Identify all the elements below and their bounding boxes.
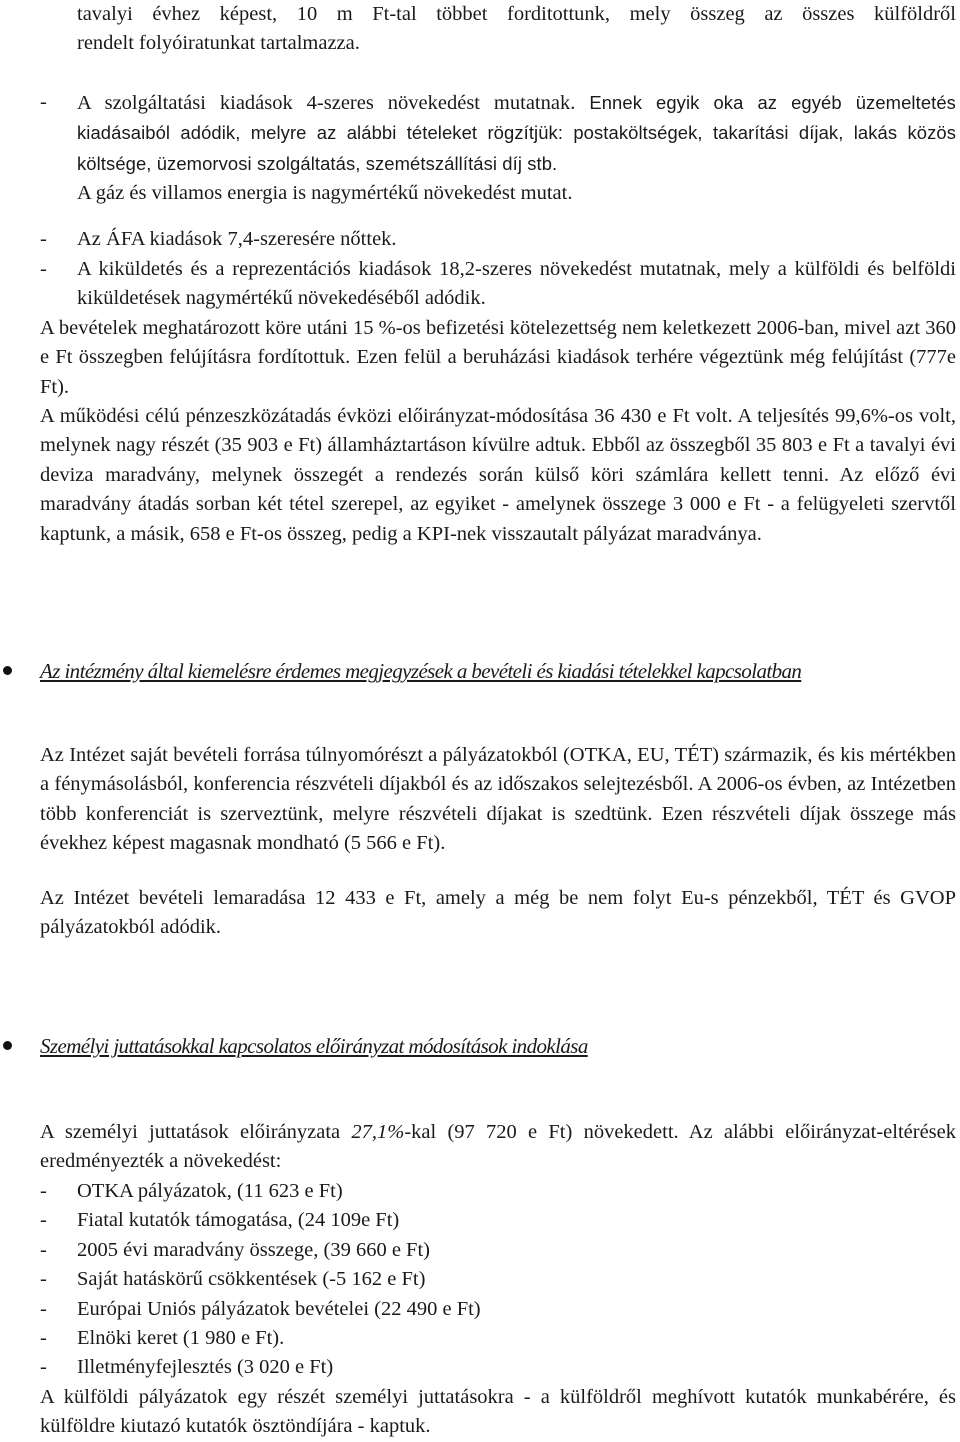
- section-heading-1: [40, 656, 956, 686]
- szemelyi-text-after: -kal (97 720 e Ft) növekedett. Az alábbi előirányzat-eltérések eredményezték a növekedést:: [40, 1121, 956, 1173]
- mukodesi-paragraph: A működési célú pénzeszközátadás évközi előirányzat-módosítása 36 430 e Ft volt. A teljesítés 99,6%-os volt, melynek nagy részét (35 903 e Ft) államháztartáson kívülre adtuk. Ebből az összegből 35 803 e Ft a tavalyi évi deviza maradvány, melynek összegét a rendezés során külső köri számlára kellett tenni. Az előző évi maradvány átadás sorban két tétel szerepel, az egyiket - amelynek összege 3 000 e Ft - a felügyeleti szervtől kaptunk, a másik, 658 e Ft-os összeg, pedig a KPI-nek visszautalt pályázat maradványa.: [40, 405, 956, 545]
- list-item-text: Saját hatáskörű csökkentések (-5 162 e Ft): [77, 1268, 426, 1291]
- dash-marker: -: [40, 1238, 47, 1261]
- lemaradas-paragraph: Az Intézet bevételi lemaradása 12 433 e Ft, amely a még be nem folyt Eu-s pénzekből, TÉT és GVOP pályázatokból adódik.: [40, 887, 956, 939]
- dash-marker: -: [40, 91, 47, 113]
- intezet-paragraph: Az Intézet saját bevételi forrása túlnyomórészt a pályázatokból (OTKA, EU, TÉT) származik, és kis mértékben a fénymásolásból, konferencia részvételi díjakból és az időszakos selejtezésből. A 2006-os évben, az Intézetben több konferenciát is szerveztünk, melyre részvételi díjakat is szedtünk. Ezen részvételi díjak összege más évekhez képest magasnak mondható (5 566 e Ft).: [40, 744, 956, 855]
- heading-text: Az intézmény által kiemelésre érdemes megjegyzések a bevételi és kiadási tételekkel kapcsolatban: [40, 659, 802, 683]
- dash-marker: -: [40, 228, 47, 250]
- list-item-text: Fiatal kutatók támogatása, (24 109e Ft): [77, 1209, 400, 1232]
- list-item-text: OTKA pályázatok, (11 623 e Ft): [77, 1180, 343, 1202]
- dash-marker: -: [40, 1327, 47, 1350]
- dash-marker: -: [40, 1356, 47, 1379]
- szemelyi-paragraph: [40, 1118, 956, 1177]
- afa-text: Az ÁFA kiadások 7,4-szeresére nőttek.: [77, 228, 397, 250]
- szemelyi-percent: 27,1%: [351, 1121, 405, 1143]
- list-item-text: Elnöki keret (1 980 e Ft).: [77, 1327, 285, 1350]
- dash-marker: -: [40, 1180, 47, 1202]
- gaz-text: A gáz és villamos energia is nagymértékű növekedést mutat.: [77, 182, 573, 205]
- list-item-text: Illetményfejlesztés (3 020 e Ft): [77, 1356, 334, 1379]
- szemelyi-text-before: A személyi juttatások előirányzata: [40, 1121, 352, 1143]
- szolgaltatasi-item: [40, 88, 956, 209]
- kikuldetes-item: [40, 255, 956, 314]
- uzemeltetes-text: Ennek egyik oka az egyéb üzemeltetés kiadásaiból adódik, melyre az alábbi tételeket rögzítjük: postaköltségek, takarítási díjak, lakás közös költsége, üzemorvosi szolgáltatás, szemétszállítási díj stb.: [77, 92, 956, 174]
- szolgaltatasi-text: A szolgáltatási kiadások 4-szeres növekedést mutatnak.: [77, 92, 576, 114]
- eltérések-list: [40, 1177, 956, 1383]
- heading-text: Személyi juttatásokkal kapcsolatos előirányzat módosítások indoklása: [40, 1034, 588, 1058]
- dash-marker: -: [40, 1268, 47, 1291]
- top-paragraph: [40, 0, 956, 59]
- list-item: [40, 1353, 956, 1382]
- dash-marker: -: [40, 258, 47, 280]
- kikuldetes-text: A kiküldetés és a reprezentációs kiadások 18,2-szeres növekedést mutatnak, mely a külföldi és belföldi kiküldetések nagymértékű növekedéséből adódik.: [77, 258, 956, 310]
- dash-marker: -: [40, 1297, 47, 1320]
- bullet-icon: [3, 666, 12, 675]
- kulfoldi-paragraph: A külföldi pályázatok egy részét személyi juttatásokra - a külföldről meghívott kutatók munkabérére, és külföldre kiutazó kutatók ösztöndíjára - kaptuk.: [40, 1386, 956, 1438]
- list-item: [40, 1206, 956, 1235]
- section-heading-2: [40, 1031, 956, 1061]
- dash-marker: -: [40, 1209, 47, 1232]
- list-item-text: Európai Uniós pályázatok bevételei (22 490 e Ft): [77, 1297, 481, 1320]
- list-item: [40, 1265, 956, 1294]
- dash-list-item: [40, 255, 956, 314]
- bullet-icon: [3, 1041, 12, 1050]
- bevetelek-paragraph: A bevételek meghatározott köre utáni 15 %-os befizetési kötelezettség nem keletkezett 2006-ban, mivel azt 360 e Ft összegben felújításra fordítottuk. Ezen felül a beruházási kiadások terhére végeztünk még felújítást (777e Ft).: [40, 317, 956, 398]
- dash-list-item: [40, 88, 956, 179]
- afa-item: [40, 225, 956, 254]
- list-item: [40, 1295, 956, 1324]
- list-item: [40, 1324, 956, 1353]
- list-item: [40, 1177, 956, 1206]
- list-item: [40, 1236, 956, 1265]
- list-item-text: 2005 évi maradvány összege, (39 660 e Ft): [77, 1238, 430, 1261]
- dash-list-item: [40, 225, 956, 254]
- text-line: tavalyi évhez képest, 10 m Ft-tal többet forditottunk, mely összeg az összes külföldről: [77, 3, 956, 25]
- text-line: rendelt folyóiratunkat tartalmazza.: [77, 32, 360, 55]
